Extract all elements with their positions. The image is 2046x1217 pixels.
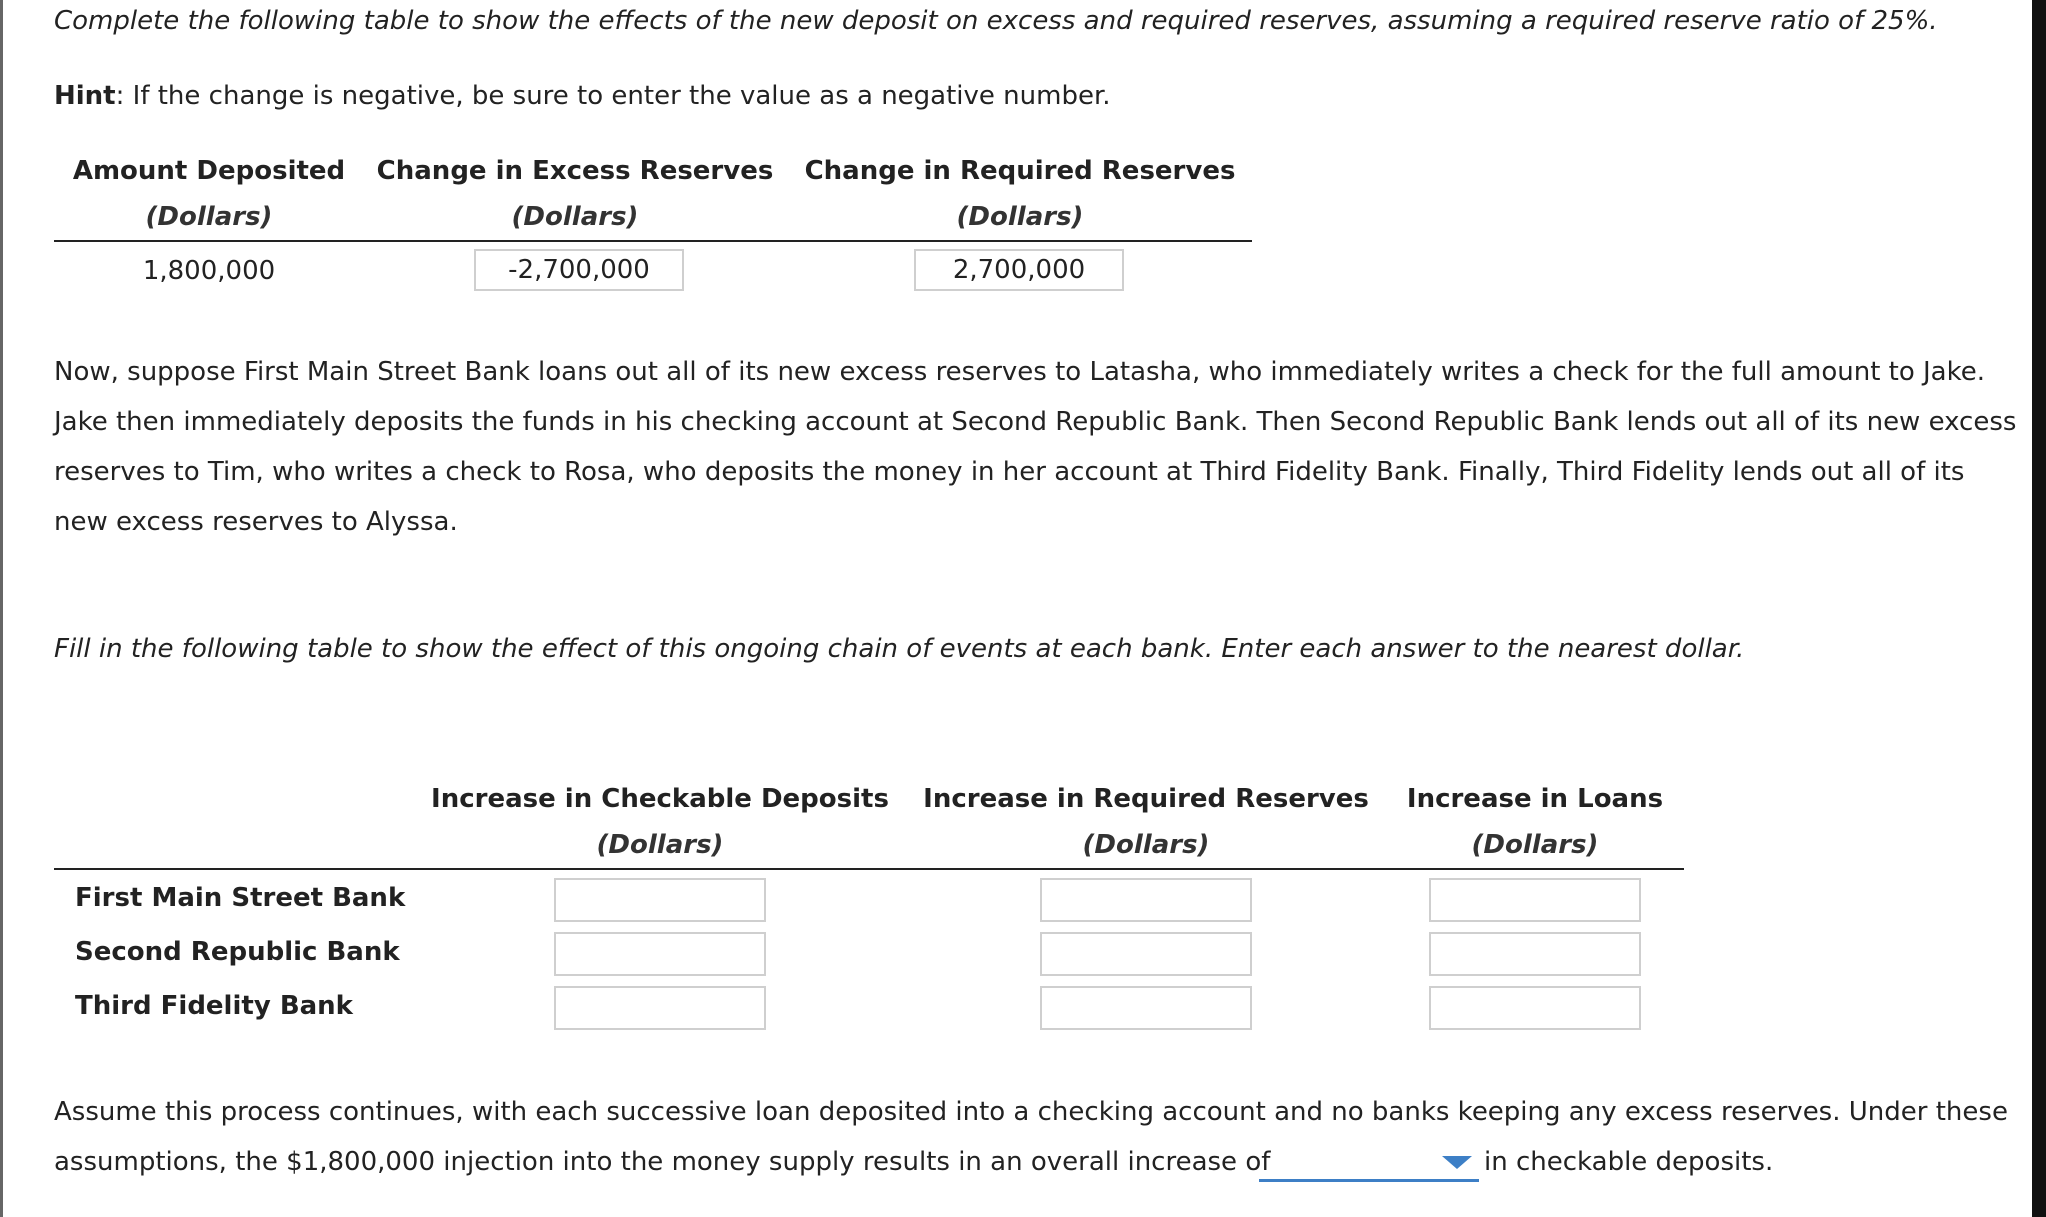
second-republic-required-reserves-input[interactable] <box>1040 932 1252 976</box>
t1-header-amount-deposited: Amount Deposited <box>72 156 346 186</box>
hint-text: : If the change is negative, be sure to enter the value as a negative number. <box>115 81 1111 111</box>
third-fidelity-checkable-deposits-input[interactable] <box>554 986 766 1030</box>
conclusion-line-2-before: assumptions, the $1,800,000 injection into the money supply results in an overall increase of <box>54 1147 1271 1177</box>
conclusion-line-1: Assume this process continues, with each successive loan deposited into a checking account and no banks keeping any excess reserves. Under these <box>54 1097 2008 1127</box>
table1-instruction: Complete the following table to show the effects of the new deposit on excess and required reserves, assuming a required reserve ratio of 25%. <box>54 6 1938 36</box>
bank-label-third-fidelity: Third Fidelity Bank <box>75 991 353 1021</box>
t2-header-checkable-deposits: Increase in Checkable Deposits <box>431 784 889 814</box>
t1-header-rule <box>54 240 1252 242</box>
t1-header-excess-reserves: Change in Excess Reserves <box>376 156 774 186</box>
t2-unit-required-reserves: (Dollars) <box>1082 830 1210 860</box>
chevron-down-icon[interactable] <box>1442 1156 1472 1169</box>
story-line-4: new excess reserves to Alyssa. <box>54 507 458 537</box>
first-main-loans-input[interactable] <box>1429 878 1641 922</box>
story-line-3: reserves to Tim, who writes a check to Rosa, who deposits the money in her account at Third Fidelity Bank. Finally, Third Fidelity lends out all of its <box>54 457 1965 487</box>
third-fidelity-loans-input[interactable] <box>1429 986 1641 1030</box>
window-right-border <box>2032 0 2046 1217</box>
t2-header-required-reserves: Increase in Required Reserves <box>923 784 1369 814</box>
window-left-border <box>0 0 3 1217</box>
hint-label: Hint <box>54 81 116 111</box>
second-republic-loans-input[interactable] <box>1429 932 1641 976</box>
checkable-deposits-total-dropdown[interactable] <box>1259 1144 1479 1182</box>
t2-header-loans: Increase in Loans <box>1406 784 1664 814</box>
t1-unit-excess-reserves: (Dollars) <box>511 202 639 232</box>
t1-amount-deposited-value: 1,800,000 <box>142 256 276 286</box>
bank-label-first-main-street: First Main Street Bank <box>75 883 406 913</box>
first-main-checkable-deposits-input[interactable] <box>554 878 766 922</box>
excess-reserves-input[interactable] <box>474 249 684 291</box>
t1-header-required-reserves: Change in Required Reserves <box>804 156 1236 186</box>
conclusion-line-2-after: in checkable deposits. <box>1484 1147 1774 1177</box>
bank-label-second-republic: Second Republic Bank <box>75 937 400 967</box>
second-republic-checkable-deposits-input[interactable] <box>554 932 766 976</box>
first-main-required-reserves-input[interactable] <box>1040 878 1252 922</box>
t1-unit-amount-deposited: (Dollars) <box>145 202 273 232</box>
t2-unit-loans: (Dollars) <box>1471 830 1599 860</box>
t1-unit-required-reserves: (Dollars) <box>956 202 1084 232</box>
story-line-2: Jake then immediately deposits the funds in his checking account at Second Republic Bank. Then Second Republic Bank lends out all of its new excess <box>54 407 2017 437</box>
t2-unit-checkable-deposits: (Dollars) <box>596 830 724 860</box>
table2-instruction: Fill in the following table to show the effect of this ongoing chain of events at each bank. Enter each answer to the nearest dollar. <box>54 634 1745 664</box>
story-line-1: Now, suppose First Main Street Bank loans out all of its new excess reserves to Latasha, who immediately writes a check for the full amount to Jake. <box>54 357 1986 387</box>
t2-header-rule <box>54 868 1684 870</box>
third-fidelity-required-reserves-input[interactable] <box>1040 986 1252 1030</box>
required-reserves-input[interactable] <box>914 249 1124 291</box>
hint <box>54 81 1111 111</box>
